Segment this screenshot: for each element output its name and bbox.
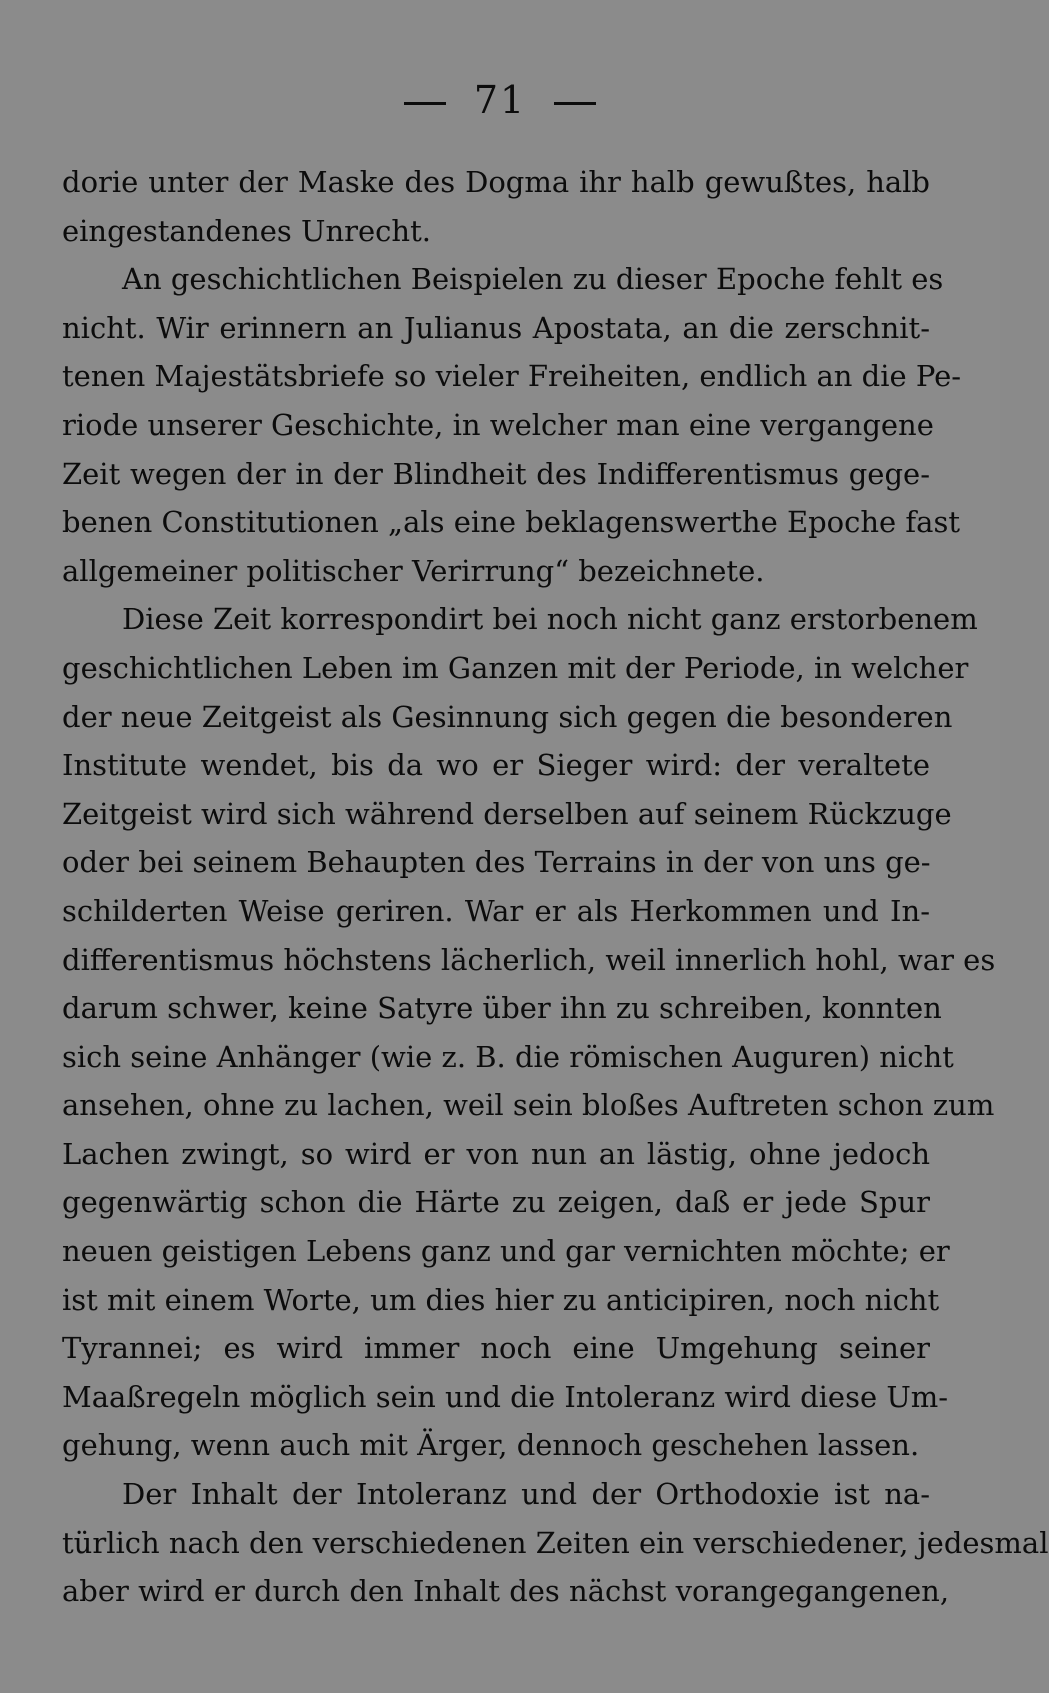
text-line: schilderten Weise geriren. War er als Herkommen und In- (62, 893, 930, 928)
text-line: sich seine Anhänger (wie z. B. die römischen Auguren) nicht (62, 1039, 954, 1074)
text-line: Tyrannei; es wird immer noch eine Umgehung seiner (62, 1331, 930, 1366)
text-line: allgemeiner politischer Verirrung“ bezeichnete. (62, 553, 765, 588)
text-line: Zeitgeist wird sich während derselben auf seinem Rückzuge (62, 796, 952, 831)
page-header (0, 78, 1000, 122)
text-line: Zeit wegen der in der Blindheit des Indifferentismus gege- (62, 456, 930, 491)
text-line: aber wird er durch den Inhalt des nächst vorangegangenen, (62, 1574, 950, 1609)
text-line: türlich nach den verschiedenen Zeiten ein verschiedener, jedesmal (62, 1525, 1049, 1560)
text-line: darum schwer, keine Satyre über ihn zu schreiben, konnten (62, 991, 942, 1026)
text-line: Institute wendet, bis da wo er Sieger wird: der veraltete (62, 748, 930, 783)
text-line: gegenwärtig schon die Härte zu zeigen, daß er jede Spur (62, 1185, 930, 1220)
text-line: ansehen, ohne zu lachen, weil sein bloßes Auftreten schon zum (62, 1088, 995, 1123)
text-line: Lachen zwingt, so wird er von nun an lästig, ohne jedoch (62, 1136, 930, 1171)
text-line: riode unserer Geschichte, in welcher man eine vergangene (62, 407, 934, 442)
page-number: 71 (473, 78, 527, 122)
text-line: Diese Zeit korrespondirt bei noch nicht ganz erstorbenem (122, 602, 978, 637)
text-line: differentismus höchstens lächerlich, weil innerlich hohl, war es (62, 942, 996, 977)
text-line: Der Inhalt der Intoleranz und der Orthodoxie ist na- (122, 1477, 930, 1512)
text-line: dorie unter der Maske des Dogma ihr halb gewußtes, halb (62, 165, 930, 199)
text-line: ist mit einem Worte, um dies hier zu anticipiren, noch nicht (62, 1282, 940, 1317)
text-line: der neue Zeitgeist als Gesinnung sich gegen die besonderen (62, 699, 953, 734)
text-line: tenen Majestätsbriefe so vieler Freiheiten, endlich an die Pe- (62, 359, 962, 394)
text-line: neuen geistigen Lebens ganz und gar vernichten möchte; er (62, 1234, 950, 1269)
text-line: nicht. Wir erinnern an Julianus Apostata, an die zerschnit- (62, 310, 930, 345)
text-line: geschichtlichen Leben im Ganzen mit der Periode, in welcher (62, 650, 969, 685)
text-line: Maaßregeln möglich sein und die Intoleranz wird diese Um- (62, 1379, 949, 1414)
text-line: An geschichtlichen Beispielen zu dieser Epoche fehlt es (122, 262, 944, 297)
header-dash-left (404, 102, 446, 105)
text-line: benen Constitutionen „als eine beklagenswerthe Epoche fast (62, 505, 960, 540)
body-text (62, 158, 1049, 1616)
text-line: gehung, wenn auch mit Ärger, dennoch geschehen lassen. (62, 1428, 920, 1463)
text-line: eingestandenes Unrecht. (62, 213, 431, 248)
text-line: oder bei seinem Behaupten des Terrains in der von uns ge- (62, 845, 931, 880)
header-dash-right (554, 102, 596, 105)
